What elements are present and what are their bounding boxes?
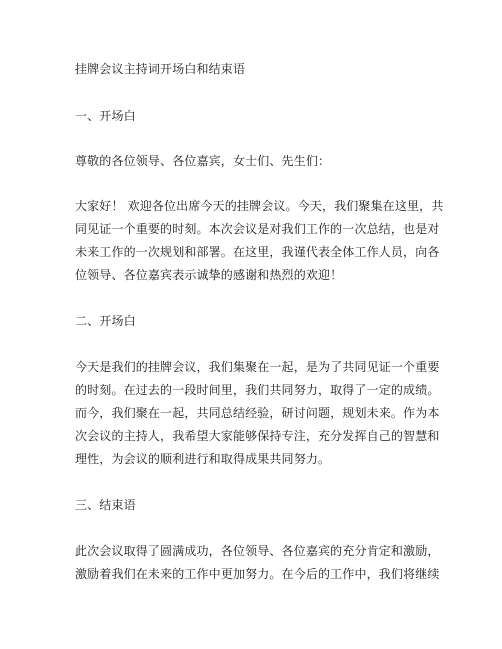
document-title: 挂牌会议主持词开场白和结束语 [75,62,246,76]
paragraph-line: 的时刻。在过去的一段时间里，我们共同努力，取得了一定的成绩。 [75,383,440,397]
paragraph-line: 理性，为会议的顺利进行和取得成果共同努力。 [75,452,331,466]
paragraph-line: 次会议的主持人，我希望大家能够保持专注，充分发挥自己的智慧和 [75,429,440,443]
paragraph-line: 今天是我们的挂牌会议，我们集聚在一起，是为了共同见证一个重要 [75,360,440,374]
paragraph-line: 此次会议取得了圆满成功，各位领导、各位嘉宾的充分肯定和激励， [75,544,440,558]
section-heading-closing: 三、结束语 [75,498,136,512]
paragraph-line: 激励着我们在未来的工作中更加努力。在今后的工作中，我们将继续 [75,567,440,581]
salutation: 尊敬的各位领导、各位嘉宾，女士们、先生们： [75,154,331,168]
paragraph-line: 同见证一个重要的时刻。本次会议是对我们工作的一次总结，也是对 [75,222,440,236]
paragraph-line: 位领导、各位嘉宾表示诚挚的感谢和热烈的欢迎！ [75,268,343,282]
section-heading-opening-2: 二、开场白 [75,314,136,328]
paragraph-line: 而今，我们聚在一起，共同总结经验，研讨问题，规划未来。作为本 [75,406,440,420]
paragraph-line: 大家好！ 欢迎各位出席今天的挂牌会议。今天，我们聚集在这里，共 [75,199,444,213]
section-heading-opening: 一、开场白 [75,109,136,123]
paragraph-line: 未来工作的一次规划和部署。在这里，我谨代表全体工作人员，向各 [75,245,440,259]
